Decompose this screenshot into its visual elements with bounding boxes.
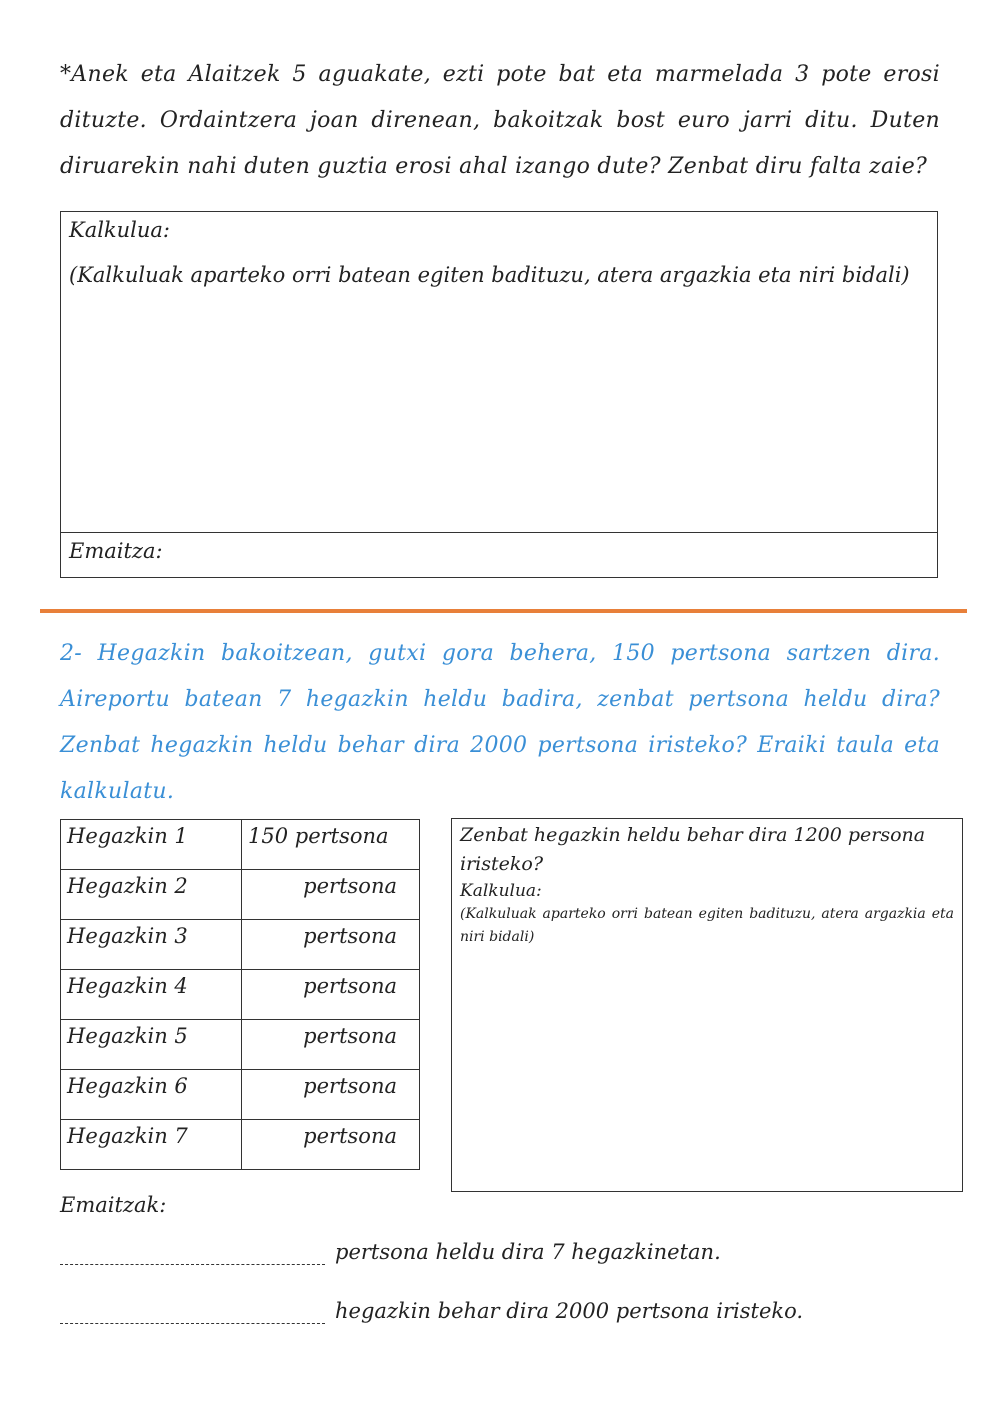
table-row — [61, 1120, 420, 1170]
planes-table — [60, 819, 420, 1170]
answer-2-text: hegazkin behar dira 2000 pertsona iristeko. — [335, 1299, 804, 1323]
calc-note: (Kalkuluak aparteko orri batean egiten badituzu, atera argazkia eta niri bidali) — [69, 263, 910, 287]
side-calc-label: Kalkulua: — [460, 881, 542, 901]
side-calc-box[interactable] — [451, 818, 963, 1192]
section-divider — [40, 609, 967, 613]
plane-cell: Hegazkin 2 — [61, 870, 242, 920]
table-row — [61, 820, 420, 870]
people-cell[interactable]: pertsona — [242, 1120, 420, 1170]
problem-2-text: 2- Hegazkin bakoitzean, gutxi gora behera, 150 pertsona sartzen dira. Aireportu batean 7 hegazkin heldu badira, zenbat pertsona heldu dira? Zenbat hegazkin heldu behar dira 2000 pertsona iristeko? Eraiki taula eta kalkulatu. — [60, 641, 940, 804]
people-cell[interactable]: pertsona — [242, 1020, 420, 1070]
table-row — [61, 1070, 420, 1120]
table-row — [61, 970, 420, 1020]
answer-line-2 — [60, 1299, 803, 1324]
plane-cell: Hegazkin 5 — [61, 1020, 242, 1070]
people-cell[interactable]: pertsona — [242, 870, 420, 920]
plane-cell: Hegazkin 6 — [61, 1070, 242, 1120]
plane-cell: Hegazkin 7 — [61, 1120, 242, 1170]
people-cell[interactable]: pertsona — [242, 970, 420, 1020]
answer-1-text: pertsona heldu dira 7 hegazkinetan. — [335, 1240, 721, 1264]
people-cell[interactable]: pertsona — [242, 1070, 420, 1120]
table-row — [61, 920, 420, 970]
table-row — [61, 870, 420, 920]
side-calc-note: (Kalkuluak aparteko orri batean egiten badituzu, atera argazkia eta niri bidali) — [460, 906, 954, 945]
answer-blank-2[interactable] — [60, 1299, 325, 1324]
answer-line-1 — [60, 1240, 721, 1265]
problem-1-answer-box[interactable] — [60, 211, 938, 578]
plane-cell: Hegazkin 4 — [61, 970, 242, 1020]
plane-cell: Hegazkin 1 — [61, 820, 242, 870]
people-cell[interactable]: pertsona — [242, 920, 420, 970]
results-label: Emaitzak: — [60, 1193, 167, 1217]
people-cell[interactable]: 150 pertsona — [242, 820, 420, 870]
result-row[interactable] — [61, 532, 937, 579]
calc-label: Kalkulua: — [69, 218, 171, 242]
answer-blank-1[interactable] — [60, 1240, 325, 1265]
side-question: Zenbat hegazkin heldu behar dira 1200 persona iristeko? — [460, 824, 926, 875]
problem-1-text: *Anek eta Alaitzek 5 aguakate, ezti pote bat eta marmelada 3 pote erosi dituzte. Ordaintzera joan direnean, bakoitzak bost euro jarri ditu. Duten diruarekin nahi duten guztia erosi ahal izango dute? Zenbat diru falta zaie? — [60, 62, 940, 179]
result-label: Emaitza: — [69, 539, 163, 563]
plane-cell: Hegazkin 3 — [61, 920, 242, 970]
table-row — [61, 1020, 420, 1070]
